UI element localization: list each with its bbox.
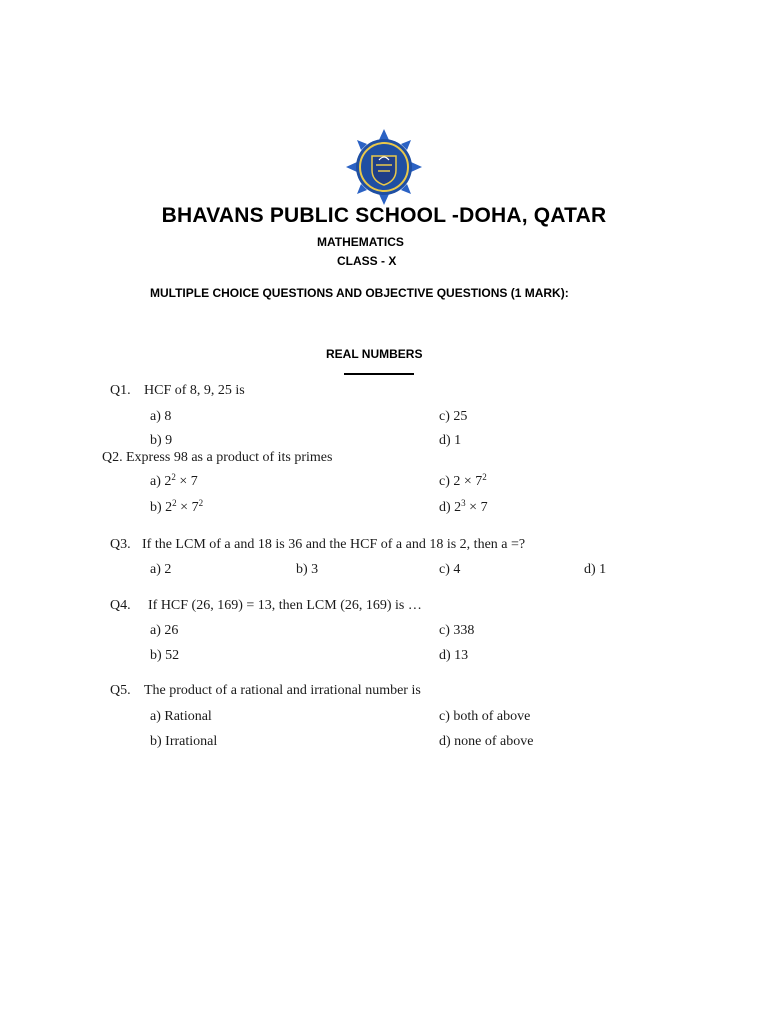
option-b-base: b) 2 <box>150 500 173 515</box>
option-a: a) Rational <box>150 709 212 724</box>
option-a: a) 8 <box>150 409 172 424</box>
option-c: c) 4 <box>439 562 461 577</box>
question-text: If HCF (26, 169) = 13, then LCM (26, 169) is … <box>148 598 422 613</box>
exponent: 2 <box>172 498 177 508</box>
question-text: HCF of 8, 9, 25 is <box>144 383 245 398</box>
question-number: Q5. <box>110 683 131 698</box>
exponent: 2 <box>198 498 204 508</box>
option-b: b) Irrational <box>150 734 218 749</box>
option-d: d) none of above <box>439 734 534 749</box>
option-c: c) both of above <box>439 709 531 724</box>
option-d-base: d) 2 <box>439 500 462 515</box>
question-text: If the LCM of a and 18 is 36 and the HCF of a and 18 is 2, then a =? <box>142 537 526 552</box>
section-title: MULTIPLE CHOICE QUESTIONS AND OBJECTIVE QUESTIONS (1 MARK): <box>150 286 569 300</box>
exponent: 2 <box>482 472 487 482</box>
option-c-base: c) 2 × 7 <box>439 474 483 489</box>
question-number: Q1. <box>110 383 131 398</box>
option-a-rest: × 7 <box>175 474 198 489</box>
question-number: Q2. <box>102 450 123 465</box>
option-d: d) 1 <box>584 562 607 577</box>
topic-title: REAL NUMBERS <box>326 347 423 361</box>
option-d: d) 13 <box>439 648 469 663</box>
option-a-base: a) 2 <box>150 474 172 489</box>
exponent: 2 <box>171 472 176 482</box>
option-a: a) 2 <box>150 562 172 577</box>
question-text: The product of a rational and irrational number is <box>144 683 421 698</box>
exponent: 3 <box>461 498 466 508</box>
school-name: BHAVANS PUBLIC SCHOOL -DOHA, QATAR <box>161 204 607 227</box>
school-crest-icon <box>345 128 423 206</box>
question-number: Q4. <box>110 598 131 613</box>
option-b: b) 9 <box>150 433 173 448</box>
option-b: b) 3 <box>296 562 319 577</box>
option-b <box>150 500 203 516</box>
question-number: Q3. <box>110 537 131 552</box>
subject-title: MATHEMATICS <box>317 235 404 249</box>
option-a: a) 26 <box>150 623 179 638</box>
option-d: d) 1 <box>439 433 462 448</box>
option-a <box>150 474 198 490</box>
class-title: CLASS - X <box>337 254 397 268</box>
topic-underline <box>344 373 414 375</box>
option-b: b) 52 <box>150 648 180 663</box>
option-b-mid: × 7 <box>176 500 199 515</box>
question-text: Express 98 as a product of its primes <box>126 450 333 465</box>
option-c <box>439 474 487 490</box>
option-c: c) 338 <box>439 623 475 638</box>
option-d-rest: × 7 <box>465 500 488 515</box>
option-d <box>439 500 488 516</box>
option-c: c) 25 <box>439 409 468 424</box>
